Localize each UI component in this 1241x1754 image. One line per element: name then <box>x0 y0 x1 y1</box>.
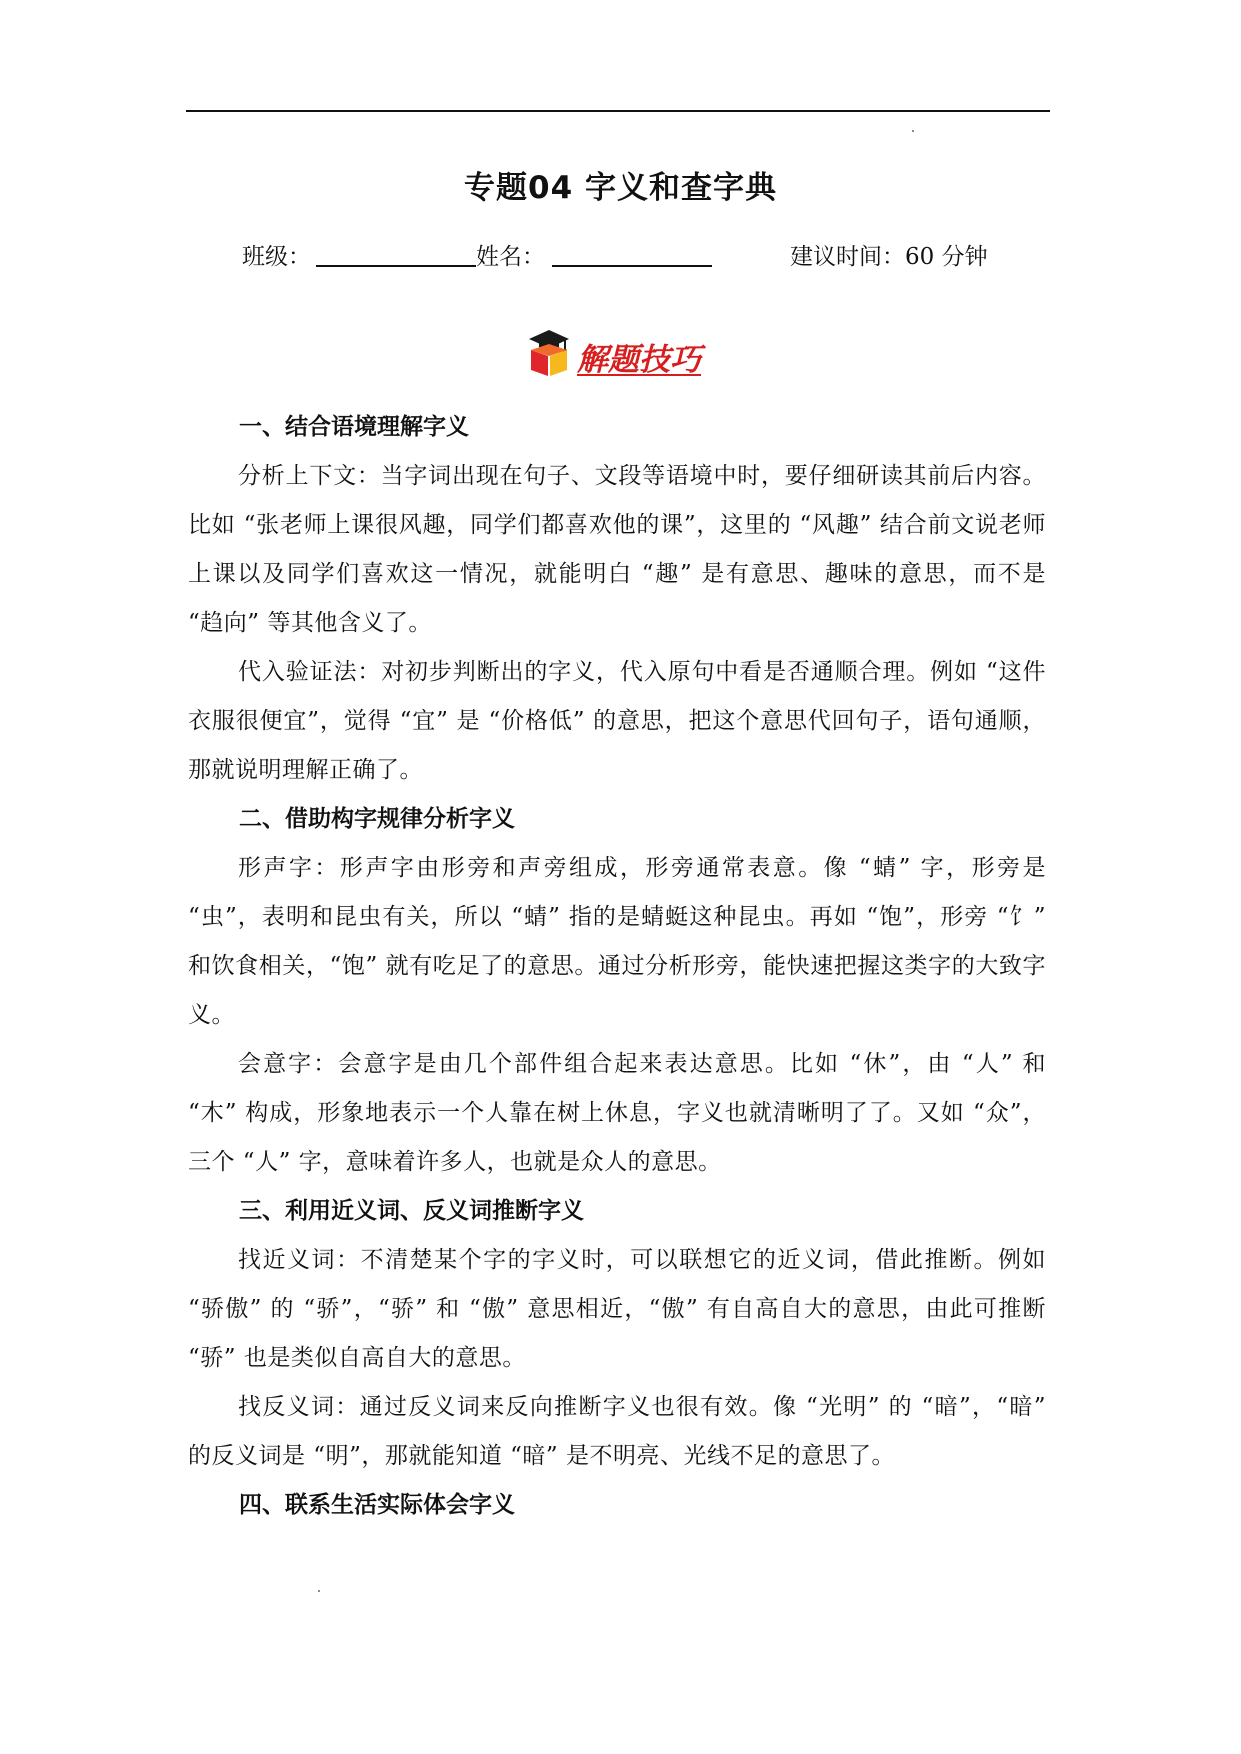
tips-content <box>188 403 1046 1530</box>
paragraph: 找反义词：通过反义词来反向推断字义也很有效。像 “光明” 的 “暗”，“暗” 的反义词是 “明”，那就能知道 “暗” 是不明亮、光线不足的意思了。 <box>188 1394 1046 1469</box>
name-blank <box>552 265 712 267</box>
section-heading: 四、联系生活实际体会字义 <box>239 1492 515 1518</box>
paragraph: 找近义词：不清楚某个字的字义时，可以联想它的近义词，借此推断。例如 “骄傲” 的 “骄”，“骄” 和 “傲” 意思相近，“傲” 有自高自大的意思，由此可推断 “骄” 也是类似自高自大的意思。 <box>188 1247 1046 1371</box>
section-heading: 二、借助构字规律分析字义 <box>239 806 515 832</box>
class-label: 班级： <box>242 244 311 270</box>
class-blank <box>316 265 476 267</box>
header-rule <box>186 110 1050 112</box>
paragraph: 代入验证法：对初步判断出的字义，代入原句中看是否通顺合理。例如 “这件衣服很便宜”，觉得 “宜” 是 “价格低” 的意思，把这个意思代回句子，语句通顺，那就说明理解正确了。 <box>188 659 1046 783</box>
speck-mark <box>912 130 914 132</box>
section-heading: 三、利用近义词、反义词推断字义 <box>239 1198 584 1224</box>
solving-tips-title: 解题技巧 <box>577 342 701 378</box>
name-label: 姓名： <box>476 244 545 270</box>
book-graduation-cap-icon <box>527 328 571 378</box>
suggested-time: 建议时间：60 分钟 <box>790 244 988 270</box>
student-info-row <box>242 238 1142 278</box>
page-title: 专题04 字义和查字典 <box>464 170 777 206</box>
paragraph: 会意字：会意字是由几个部件组合起来表达意思。比如 “休”，由 “人” 和 “木” 构成，形象地表示一个人靠在树上休息，字义也就清晰明了了。又如 “众”，三个 “人” 字，意味着许多人，也就是众人的意思。 <box>188 1051 1046 1175</box>
paragraph: 形声字：形声字由形旁和声旁组成，形旁通常表意。像 “蜻” 字，形旁是 “虫”，表明和昆虫有关，所以 “蜻” 指的是蜻蜓这种昆虫。再如 “饱”，形旁 “饣” 和饮食相关，“饱” 就有吃足了的意思。通过分析形旁，能快速把握这类字的大致字义。 <box>188 855 1046 1028</box>
section-heading: 一、结合语境理解字义 <box>239 414 469 440</box>
speck-mark <box>318 1590 320 1592</box>
paragraph: 分析上下文：当字词出现在句子、文段等语境中时，要仔细研读其前后内容。比如 “张老师上课很风趣，同学们都喜欢他的课”，这里的 “风趣” 结合前文说老师上课以及同学们喜欢这一情况，就能明白 “趣” 是有意思、趣味的意思，而不是 “趋向” 等其他含义了。 <box>188 463 1046 636</box>
